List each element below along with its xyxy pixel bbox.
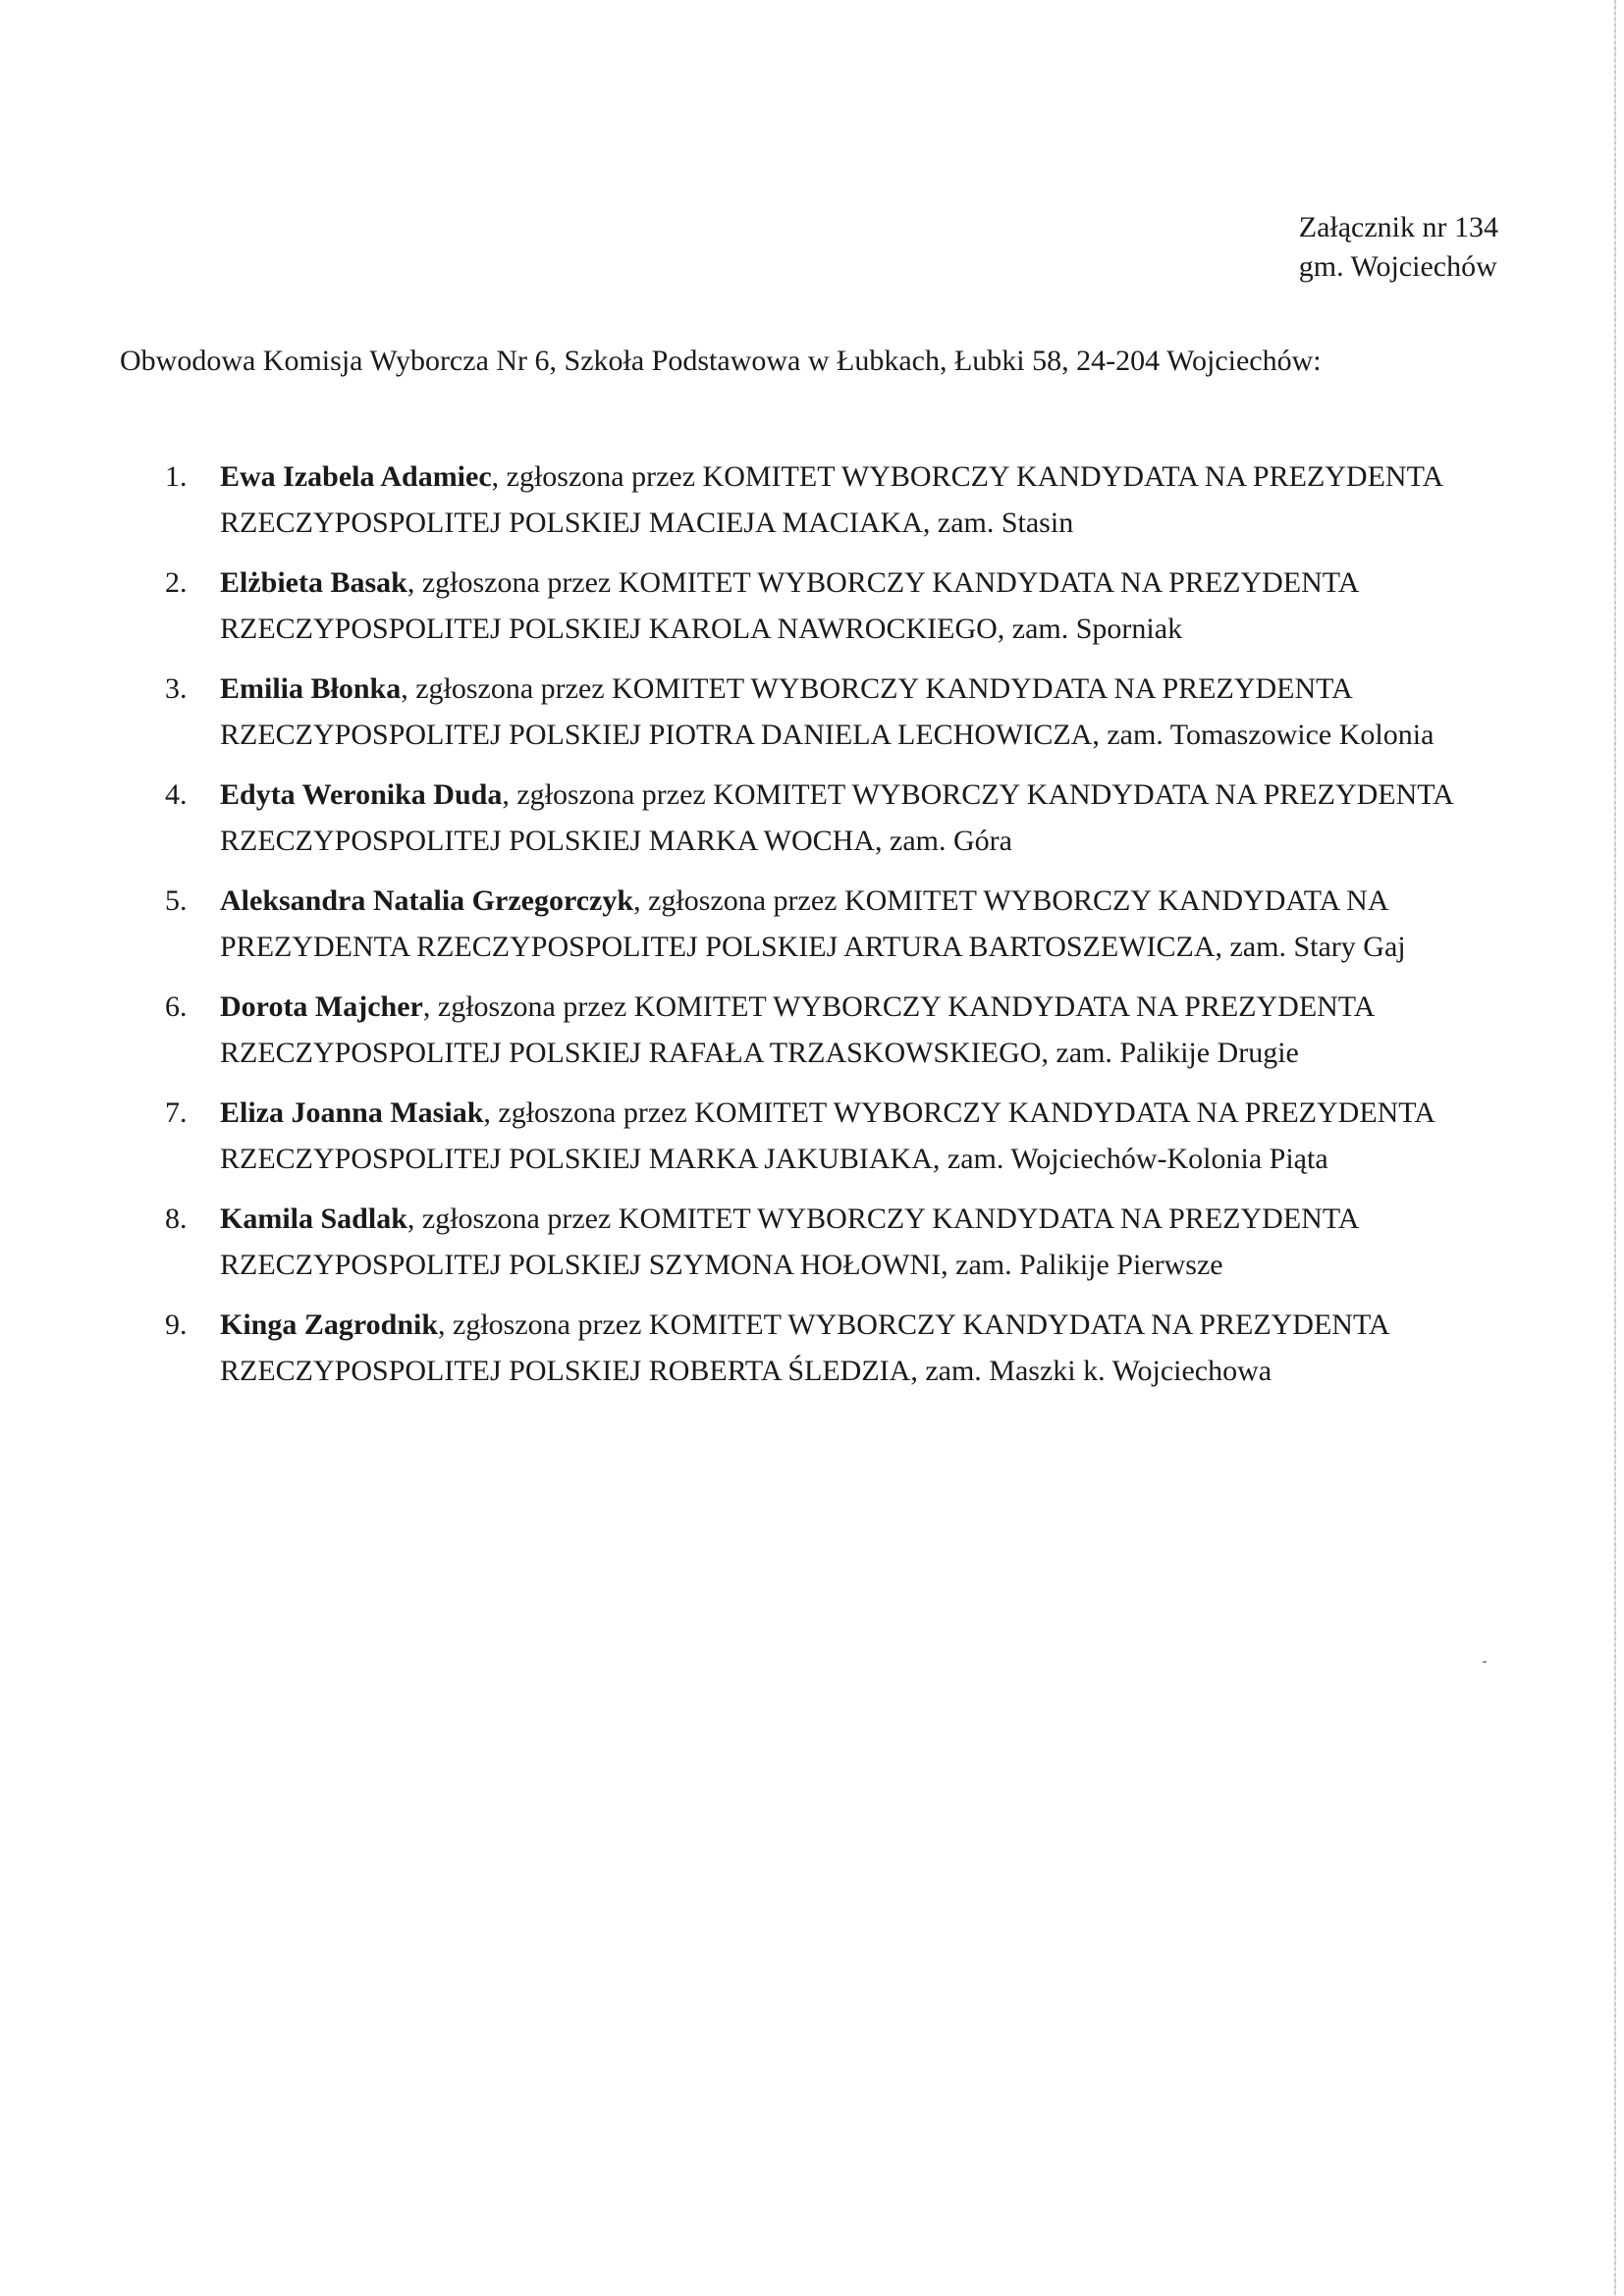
attachment-municipality: gm. Wojciechów [1298, 250, 1497, 283]
member-number: 5. [165, 884, 188, 917]
member-entry [220, 772, 1481, 864]
member-item [165, 454, 1481, 546]
member-name: Emilia Błonka [220, 672, 402, 705]
member-number: 8. [165, 1202, 188, 1235]
committee-title: Obwodowa Komisja Wyborcza Nr 6, Szkoła Podstawowa w Łubkach, Łubki 58, 24-204 Wojciechów: [120, 345, 1322, 377]
member-item [165, 878, 1481, 970]
member-name: Aleksandra Natalia Grzegorczyk [220, 884, 634, 917]
member-entry [220, 878, 1481, 970]
member-item [165, 666, 1481, 758]
attachment-header [1299, 208, 1498, 287]
member-number: 4. [165, 778, 188, 811]
scan-speck [1483, 1661, 1487, 1663]
member-name: Eliza Joanna Masiak [220, 1096, 484, 1129]
member-details: , zgłoszona przez KOMITET WYBORCZY KANDYDATA NA PREZYDENTA RZECZYPOSPOLITEJ POLSKIEJ ARTURA BARTOSZEWICZA, zam. Stary Gaj [220, 884, 1406, 963]
member-entry [220, 984, 1481, 1076]
member-number: 1. [165, 460, 188, 493]
member-entry [220, 666, 1481, 758]
member-details: , zgłoszona przez KOMITET WYBORCZY KANDYDATA NA PREZYDENTA RZECZYPOSPOLITEJ POLSKIEJ PIOTRA DANIELA LECHOWICZA, zam. Tomaszowice Kolonia [220, 672, 1435, 751]
member-item [165, 772, 1481, 864]
attachment-number: Załącznik nr 134 [1298, 211, 1498, 243]
member-name: Edyta Weronika Duda [220, 778, 503, 811]
member-item [165, 560, 1481, 652]
member-name: Dorota Majcher [220, 990, 423, 1023]
scan-edge-border [1614, 0, 1616, 2296]
member-details: , zgłoszona przez KOMITET WYBORCZY KANDYDATA NA PREZYDENTA RZECZYPOSPOLITEJ POLSKIEJ MACIEJA MACIAKA, zam. Stasin [220, 460, 1442, 539]
member-item [165, 984, 1481, 1076]
members-list [165, 454, 1481, 1408]
member-entry [220, 560, 1481, 652]
member-details: , zgłoszona przez KOMITET WYBORCZY KANDYDATA NA PREZYDENTA RZECZYPOSPOLITEJ POLSKIEJ MARKA JAKUBIAKA, zam. Wojciechów-Kolonia Piąta [220, 1096, 1435, 1175]
member-number: 2. [165, 566, 188, 599]
member-name: Kamila Sadlak [220, 1202, 407, 1235]
member-name: Ewa Izabela Adamiec [220, 460, 492, 493]
member-details: , zgłoszona przez KOMITET WYBORCZY KANDYDATA NA PREZYDENTA RZECZYPOSPOLITEJ POLSKIEJ RAFAŁA TRZASKOWSKIEGO, zam. Palikije Drugie [220, 990, 1374, 1069]
member-number: 6. [165, 990, 188, 1023]
member-item [165, 1090, 1481, 1182]
member-item [165, 1302, 1481, 1394]
member-details: , zgłoszona przez KOMITET WYBORCZY KANDYDATA NA PREZYDENTA RZECZYPOSPOLITEJ POLSKIEJ MARKA WOCHA, zam. Góra [220, 778, 1453, 857]
member-name: Elżbieta Basak [220, 566, 407, 599]
member-details: , zgłoszona przez KOMITET WYBORCZY KANDYDATA NA PREZYDENTA RZECZYPOSPOLITEJ POLSKIEJ SZYMONA HOŁOWNI, zam. Palikije Pierwsze [220, 1202, 1358, 1281]
member-details: , zgłoszona przez KOMITET WYBORCZY KANDYDATA NA PREZYDENTA RZECZYPOSPOLITEJ POLSKIEJ ROBERTA ŚLEDZIA, zam. Maszki k. Wojciechowa [220, 1308, 1388, 1387]
member-entry [220, 1090, 1481, 1182]
member-entry [220, 1196, 1481, 1288]
member-name: Kinga Zagrodnik [220, 1308, 439, 1341]
member-number: 9. [165, 1308, 188, 1341]
member-number: 3. [165, 672, 188, 705]
member-number: 7. [165, 1096, 188, 1129]
member-entry [220, 454, 1481, 546]
member-entry [220, 1302, 1481, 1394]
member-item [165, 1196, 1481, 1288]
member-details: , zgłoszona przez KOMITET WYBORCZY KANDYDATA NA PREZYDENTA RZECZYPOSPOLITEJ POLSKIEJ KAROLA NAWROCKIEGO, zam. Sporniak [220, 566, 1358, 645]
